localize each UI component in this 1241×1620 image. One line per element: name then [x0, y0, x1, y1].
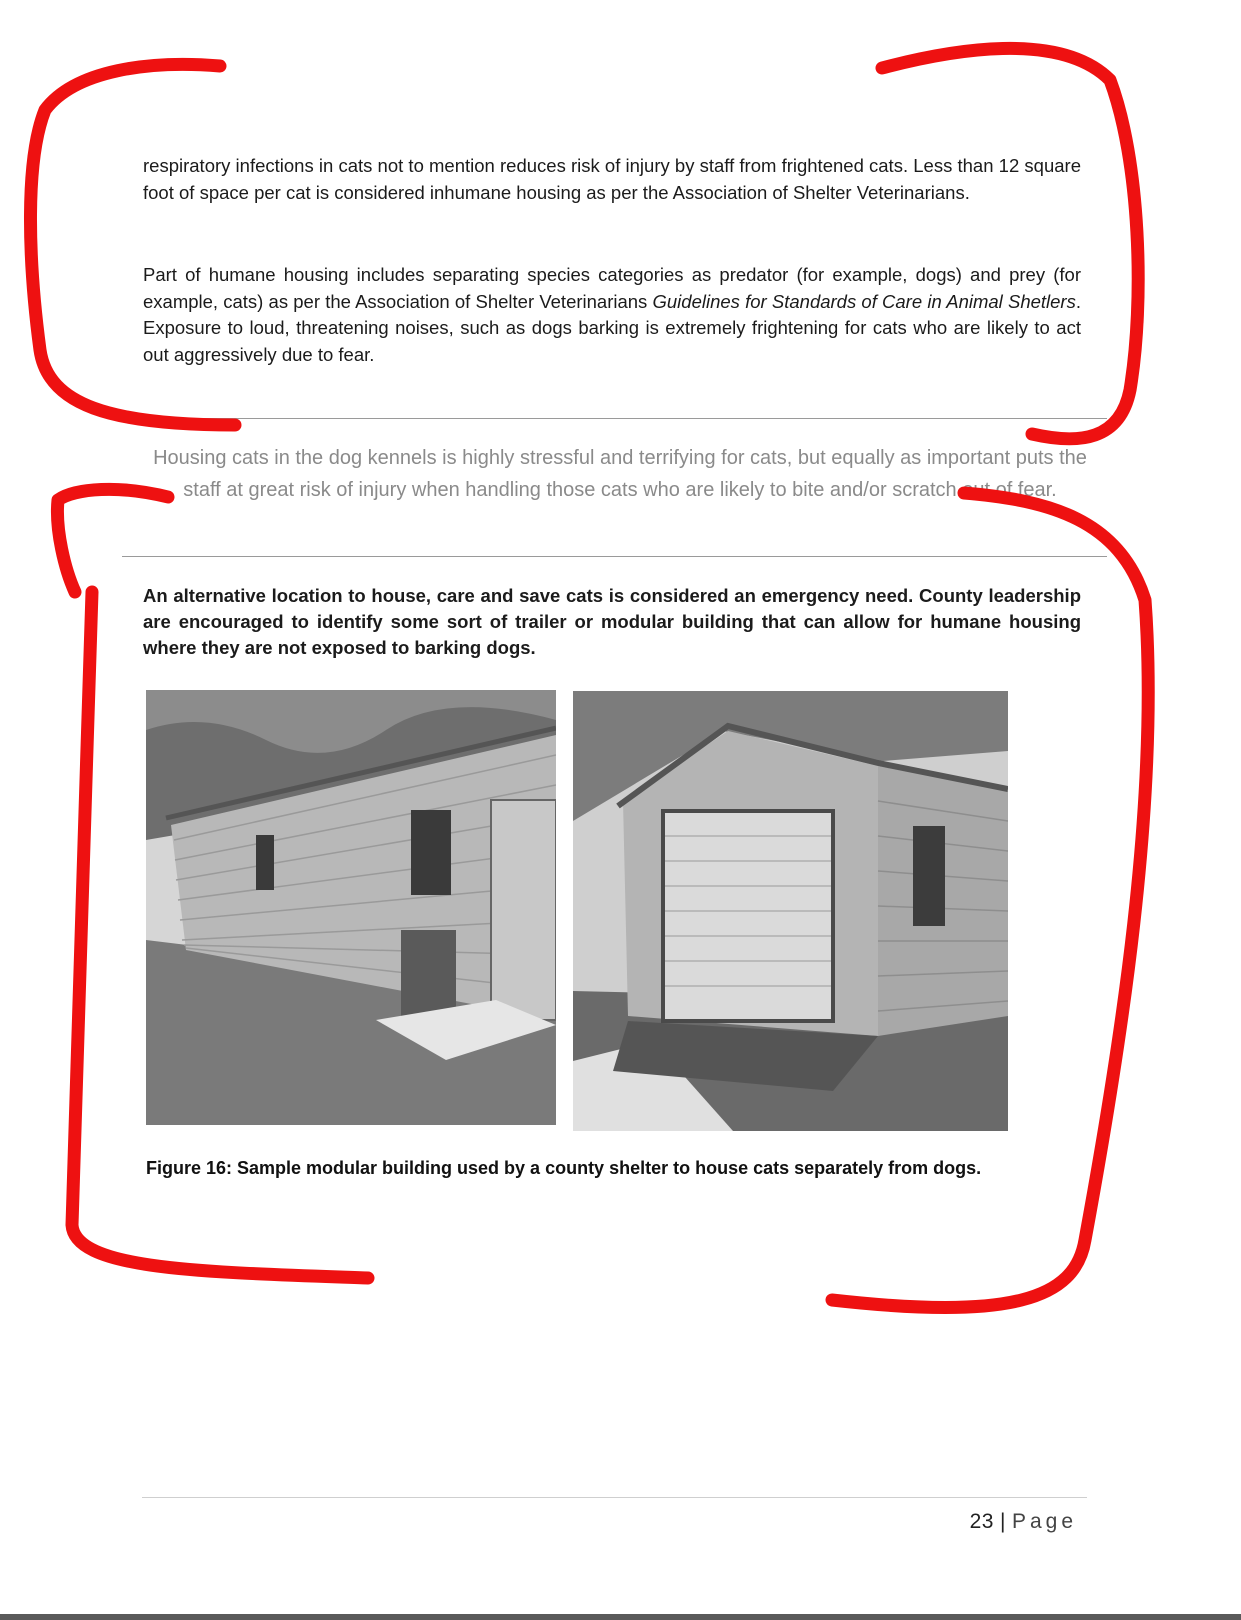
paragraph-humane-housing [143, 262, 1081, 368]
modular-building-photo-side [146, 690, 556, 1125]
pull-quote-top-rule [122, 418, 1107, 419]
paragraph-respiratory: respiratory infections in cats not to mention reduces risk of injury by staff from frightened cats. Less than 12 square foot of space per cat is considered inhumane housing as per the Association of Shelter Veterinarians. [143, 155, 1081, 203]
pull-quote: Housing cats in the dog kennels is highly stressful and terrifying for cats, but equally as important puts the staff at great risk of injury when handling those cats who are likely to bite and/or scratch out of fear. [153, 447, 1087, 501]
paragraph-humane-housing-text-2: . Exposure to loud, threatening noises, such as dogs barking is extremely frightening for cats who are likely to act out aggressively due to fear. [143, 290, 1081, 365]
paragraph-emergency-need: An alternative location to house, care and save cats is considered an emergency need. County leadership are encouraged to identify some sort of trailer or modular building that can allow for humane housing where they are not exposed to barking dogs. [143, 585, 1081, 658]
page-number-separator: | [999, 1510, 1006, 1533]
annotation-bracket-top-right [882, 48, 1138, 438]
footer-rule [142, 1497, 1087, 1498]
pull-quote-bottom-rule [122, 556, 1107, 557]
annotation-bracket-top-left [30, 64, 235, 425]
guidelines-title: Guidelines for Standards of Care in Animal Shetlers [652, 290, 1076, 312]
page-number-value: 23 [969, 1510, 994, 1533]
page-label: Page [1011, 1510, 1077, 1533]
modular-building-photo-garage [573, 691, 1008, 1131]
figure-caption: Figure 16: Sample modular building used by a county shelter to house cats separately from dogs. [146, 1158, 982, 1178]
page-number [970, 1510, 1077, 1534]
viewer-bottom-edge [0, 1614, 1241, 1620]
paragraph-humane-housing-text-1: Part of humane housing includes separating species categories as predator (for example, dogs) and prey (for example, cats) as per the Association of Shelter Veterinarians [143, 264, 1081, 312]
